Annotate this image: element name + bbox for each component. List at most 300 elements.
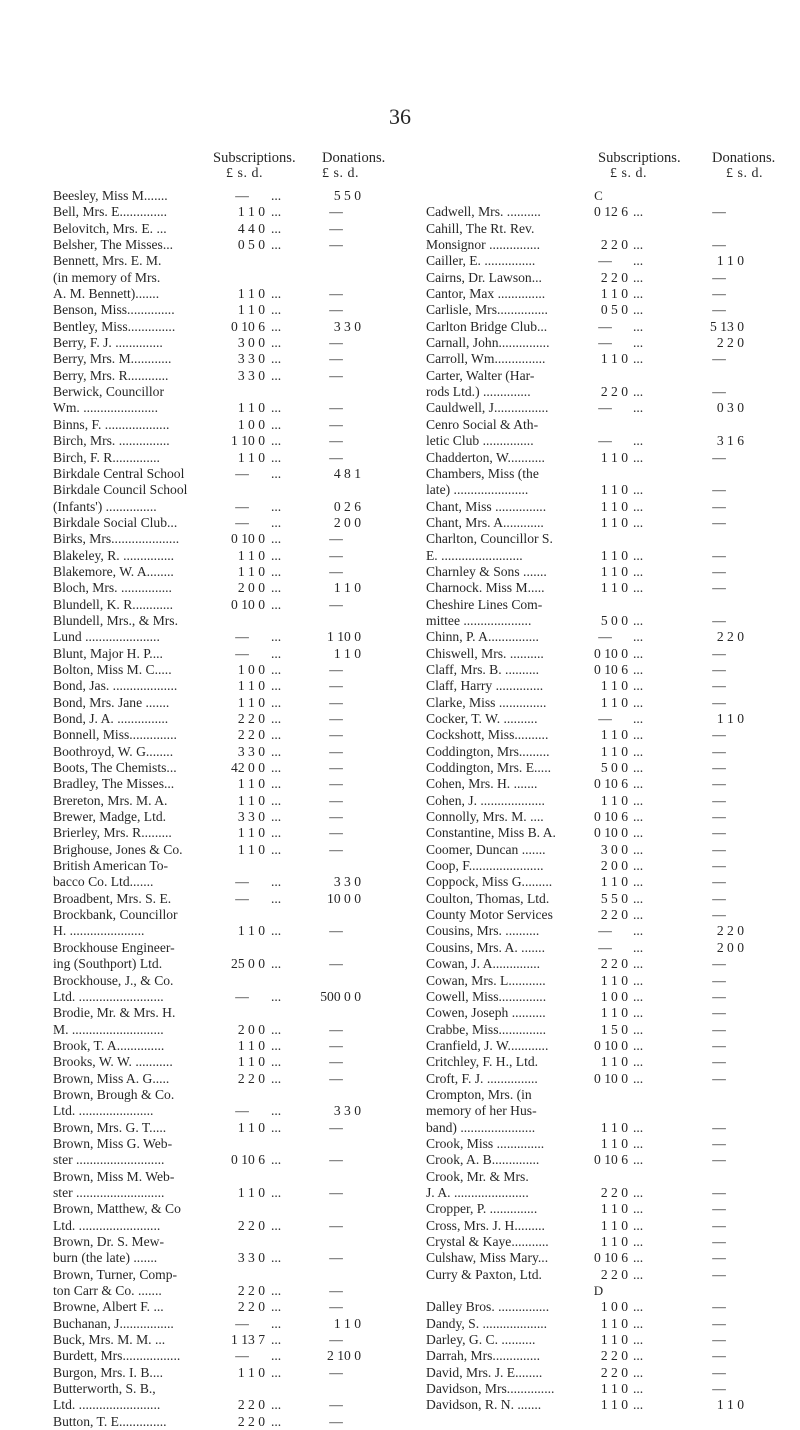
donation-amount: 1 1 0 <box>333 1315 361 1331</box>
subscription-amount: 1 1 0 <box>237 400 265 416</box>
subscription-amount: — <box>598 253 612 269</box>
leader-dots: ... <box>271 1250 282 1266</box>
subscription-amount: — <box>235 188 249 203</box>
donation-amount: — <box>329 1332 343 1348</box>
donation-amount: 1 1 0 <box>333 645 361 661</box>
ledger-row <box>426 368 771 384</box>
subscription-amount: 0 5 0 <box>237 237 265 253</box>
donor-name: A. M. Bennett)....... <box>53 286 160 302</box>
ledger-row <box>53 499 398 515</box>
donation-amount: — <box>329 1119 343 1135</box>
donation-amount: — <box>329 1413 343 1429</box>
ledger-row <box>53 989 398 1005</box>
leader-dots: ... <box>633 956 644 972</box>
leader-dots: ... <box>271 1070 282 1086</box>
ledger-row <box>53 1087 398 1103</box>
ledger-row <box>426 1103 771 1119</box>
leader-dots: ... <box>271 188 282 203</box>
subscription-amount: — <box>235 629 249 645</box>
donor-name: County Motor Services <box>426 907 553 923</box>
donor-name: Belovitch, Mrs. E. ... <box>53 220 167 236</box>
subscription-amount: — <box>235 514 249 530</box>
ledger-row <box>426 433 771 449</box>
donation-amount: — <box>329 433 343 449</box>
subscription-amount: 1 1 0 <box>600 678 628 694</box>
subscription-amount: 1 1 0 <box>237 792 265 808</box>
donor-name: Cohen, Mrs. H. ....... <box>426 776 538 792</box>
subscription-amount: 1 1 0 <box>237 923 265 939</box>
donor-name: Carter, Walter (Har- <box>426 367 535 383</box>
donor-name: Berry, F. J. .............. <box>53 335 163 351</box>
leader-dots: ... <box>633 269 644 285</box>
subscription-amount: — <box>598 923 612 939</box>
donation-amount: — <box>712 449 726 465</box>
donation-amount: 3 1 6 <box>716 433 744 449</box>
donor-name: Brockhouse Engineer- <box>53 939 175 955</box>
donation-amount: — <box>329 220 343 236</box>
ledger-row <box>426 286 771 302</box>
subscription-amount: 1 1 0 <box>600 563 628 579</box>
donation-amount: — <box>712 498 726 514</box>
donor-name: Croft, F. J. ............... <box>426 1070 538 1086</box>
leader-dots: ... <box>633 972 644 988</box>
ledger-row <box>426 711 771 727</box>
subscription-amount: 1 1 0 <box>600 514 628 530</box>
donor-name: Bonnell, Miss.............. <box>53 727 177 743</box>
donation-amount: — <box>712 776 726 792</box>
ledger-row <box>426 989 771 1005</box>
donor-name: memory of her Hus- <box>426 1103 537 1119</box>
donor-name: Ltd. ........................ <box>53 1217 161 1233</box>
donation-amount: — <box>712 1332 726 1348</box>
ledger-row <box>426 1267 771 1283</box>
ledger-row <box>53 1022 398 1038</box>
leader-dots: ... <box>633 711 644 726</box>
subscription-amount: 1 5 0 <box>600 1021 628 1037</box>
donation-amount: — <box>329 1152 343 1168</box>
ledger-row <box>53 940 398 956</box>
leader-dots: ... <box>271 449 282 465</box>
donor-name: (Infants') ............... <box>53 498 157 514</box>
donor-name: Cousins, Mrs. .......... <box>426 923 540 939</box>
leader-dots: ... <box>271 629 282 645</box>
donor-name: Brereton, Mrs. M. A. <box>53 792 168 808</box>
donation-amount: — <box>712 237 726 253</box>
donor-name: Claff, Mrs. B. .......... <box>426 661 540 677</box>
donation-amount: 3 3 0 <box>333 318 361 334</box>
ledger-row <box>53 253 398 269</box>
ledger-row <box>426 842 771 858</box>
ledger-row <box>53 874 398 890</box>
donation-amount: — <box>329 547 343 563</box>
donation-amount: — <box>712 972 726 988</box>
subscription-amount: 0 10 6 <box>594 776 628 792</box>
subscription-amount: 5 5 0 <box>600 890 628 906</box>
leader-dots: ... <box>633 1332 644 1348</box>
donor-name: Chinn, P. A............... <box>426 629 539 645</box>
subscription-amount: 2 2 0 <box>600 384 628 400</box>
subscription-amount: 1 1 0 <box>600 1397 628 1413</box>
leader-dots: ... <box>633 841 644 857</box>
donor-name: Bennett, Mrs. E. M. <box>53 253 162 269</box>
subscription-amount: — <box>235 988 249 1004</box>
donor-name: Bond, J. A. ............... <box>53 711 169 726</box>
donation-amount: 2 0 0 <box>716 939 744 955</box>
donation-amount: — <box>329 351 343 367</box>
ledger-row <box>426 1397 771 1413</box>
donor-name: Birkdale Central School <box>53 465 185 481</box>
leader-dots: ... <box>633 1381 644 1397</box>
donor-name: Burgon, Mrs. I. B.... <box>53 1364 164 1380</box>
leader-dots: ... <box>271 678 282 694</box>
ledger-row <box>53 1414 398 1430</box>
leader-dots: ... <box>633 727 644 743</box>
ledger-row <box>426 809 771 825</box>
ledger-row <box>426 1038 771 1054</box>
donor-name: Brewer, Madge, Ltd. <box>53 809 167 825</box>
leader-dots: ... <box>271 661 282 677</box>
leader-dots: ... <box>633 482 644 498</box>
subscription-amount: 2 2 0 <box>237 1070 265 1086</box>
ledger-row <box>53 466 398 482</box>
donor-name: Cowen, Joseph .......... <box>426 1005 546 1021</box>
leader-dots: ... <box>633 237 644 253</box>
ledger-row <box>426 253 771 269</box>
leader-dots: ... <box>633 1315 644 1331</box>
leader-dots: ... <box>633 1364 644 1380</box>
donor-name: Belsher, The Misses... <box>53 237 174 253</box>
donor-name: Boothroyd, W. G........ <box>53 743 174 759</box>
leader-dots: ... <box>271 1397 282 1413</box>
donation-amount: — <box>329 1217 343 1233</box>
subscription-amount: 1 1 0 <box>600 351 628 367</box>
donation-amount: — <box>712 1201 726 1217</box>
section-heading-row <box>426 188 771 204</box>
subscription-amount: 1 1 0 <box>600 792 628 808</box>
donation-amount: — <box>329 776 343 792</box>
subscription-amount: 2 2 0 <box>237 711 265 726</box>
leader-dots: ... <box>271 956 282 972</box>
donation-amount: — <box>329 1397 343 1413</box>
leader-dots: ... <box>633 547 644 563</box>
donor-name: Connolly, Mrs. M. .... <box>426 809 544 825</box>
subscription-amount: 0 10 6 <box>594 809 628 825</box>
section-heading-row <box>426 1283 771 1299</box>
ledger-row <box>53 1283 398 1299</box>
donor-name: Birkdale Council School <box>53 482 188 498</box>
donor-name: Berry, Mrs. M............ <box>53 351 172 367</box>
leader-dots: ... <box>271 792 282 808</box>
donation-amount: 10 0 0 <box>327 890 361 906</box>
donor-name: Brighouse, Jones & Co. <box>53 841 183 857</box>
ledger-row <box>426 1348 771 1364</box>
ledger-row <box>426 940 771 956</box>
subscription-amount: 1 1 0 <box>600 1217 628 1233</box>
subscription-amount: 1 1 0 <box>600 1005 628 1021</box>
ledger-row <box>426 695 771 711</box>
ledger-row <box>426 1054 771 1070</box>
subscription-amount: 2 2 0 <box>237 1217 265 1233</box>
leader-dots: ... <box>271 514 282 530</box>
leader-dots: ... <box>271 923 282 939</box>
donor-name: Cropper, P. .............. <box>426 1201 538 1217</box>
leader-dots: ... <box>633 433 644 449</box>
donation-amount: — <box>329 367 343 383</box>
subscription-amount: 1 1 0 <box>600 1381 628 1397</box>
ledger-row <box>426 874 771 890</box>
subscription-amount: 1 1 0 <box>237 286 265 302</box>
subscription-amount: 1 1 0 <box>600 874 628 890</box>
subscription-amount: 1 1 0 <box>600 1119 628 1135</box>
ledger-row <box>53 695 398 711</box>
leader-dots: ... <box>271 1119 282 1135</box>
leader-dots: ... <box>271 711 282 726</box>
right-donations-header: Donations. <box>712 150 776 166</box>
donor-name: Bond, Mrs. Jane ....... <box>53 694 170 710</box>
donor-name: (in memory of Mrs. <box>53 269 161 285</box>
subscription-amount: 3 0 0 <box>237 335 265 351</box>
subscription-amount: 1 1 0 <box>600 1234 628 1249</box>
subscription-amount: 1 1 0 <box>600 1054 628 1070</box>
ledger-row <box>53 548 398 564</box>
subscription-amount: 1 1 0 <box>237 825 265 841</box>
subscription-amount: — <box>598 711 612 726</box>
donor-name: Ltd. ...................... <box>53 1103 154 1119</box>
donation-amount: 1 1 0 <box>716 1397 744 1413</box>
donation-amount: — <box>712 286 726 302</box>
donation-amount: — <box>329 1021 343 1037</box>
subscription-amount: 2 0 0 <box>237 1021 265 1037</box>
donor-name: Beesley, Miss M....... <box>53 188 168 203</box>
ledger-row <box>426 678 771 694</box>
subscription-amount: — <box>598 939 612 955</box>
donor-name: Cahill, The Rt. Rev. <box>426 220 535 236</box>
donation-amount: — <box>712 563 726 579</box>
ledger-row <box>426 973 771 989</box>
donor-name: Cadwell, Mrs. .......... <box>426 204 541 220</box>
ledger-row <box>53 1152 398 1168</box>
donor-name: Bradley, The Misses... <box>53 776 175 792</box>
donor-name: Berwick, Councillor <box>53 384 164 400</box>
donor-name: Birch, F. R.............. <box>53 449 160 465</box>
leader-dots: ... <box>633 302 644 318</box>
leader-dots: ... <box>271 302 282 318</box>
subscription-amount: 1 1 0 <box>600 498 628 514</box>
ledger-row <box>53 302 398 318</box>
leader-dots: ... <box>633 988 644 1004</box>
donation-amount: — <box>712 743 726 759</box>
ledger-row <box>426 499 771 515</box>
ledger-row <box>53 1169 398 1185</box>
subscription-amount: — <box>598 318 612 334</box>
donor-name: Curry & Paxton, Ltd. <box>426 1266 542 1282</box>
subscription-amount: 3 0 0 <box>600 841 628 857</box>
ledger-row <box>53 564 398 580</box>
donation-amount: — <box>712 351 726 367</box>
leader-dots: ... <box>633 1201 644 1217</box>
subscription-amount: — <box>235 1315 249 1331</box>
ledger-row <box>53 1136 398 1152</box>
donation-amount: — <box>712 204 726 220</box>
donation-amount: 1 1 0 <box>716 711 744 726</box>
ledger-row <box>53 907 398 923</box>
donor-name: Cocker, T. W. .......... <box>426 711 538 726</box>
ledger-row <box>426 1005 771 1021</box>
donation-amount: — <box>712 988 726 1004</box>
ledger-row <box>53 286 398 302</box>
donor-name: band) ...................... <box>426 1119 536 1135</box>
subscription-amount: 1 1 0 <box>237 563 265 579</box>
leader-dots: ... <box>271 204 282 220</box>
leader-dots: ... <box>271 1364 282 1380</box>
subscription-amount: — <box>235 874 249 890</box>
subscription-amount: — <box>235 645 249 661</box>
ledger-row <box>53 1234 398 1250</box>
leader-dots: ... <box>271 498 282 514</box>
donation-amount: — <box>329 1299 343 1315</box>
ledger-row <box>53 1381 398 1397</box>
leader-dots: ... <box>633 760 644 776</box>
donation-amount: — <box>329 1250 343 1266</box>
subscription-amount: 1 1 0 <box>237 204 265 220</box>
ledger-row <box>53 433 398 449</box>
leader-dots: ... <box>633 1266 644 1282</box>
ledger-row <box>426 564 771 580</box>
donor-name: Cockshott, Miss.......... <box>426 727 549 743</box>
ledger-row <box>426 1316 771 1332</box>
ledger-row <box>426 221 771 237</box>
donor-name: Boots, The Chemists... <box>53 760 177 776</box>
ledger-row <box>426 597 771 613</box>
leader-dots: ... <box>271 580 282 596</box>
donor-name: Bentley, Miss.............. <box>53 318 176 334</box>
ledger-row <box>426 793 771 809</box>
donation-amount: — <box>712 727 726 743</box>
leader-dots: ... <box>633 792 644 808</box>
leader-dots: ... <box>633 874 644 890</box>
donor-name: Brown, Miss M. Web- <box>53 1168 175 1184</box>
donation-amount: — <box>712 302 726 318</box>
ledger-row <box>53 711 398 727</box>
ledger-row <box>53 923 398 939</box>
ledger-row <box>53 335 398 351</box>
leader-dots: ... <box>271 743 282 759</box>
donation-amount: — <box>329 825 343 841</box>
donor-name: Brown, Miss G. Web- <box>53 1135 173 1151</box>
ledger-row <box>53 1365 398 1381</box>
subscription-amount: 2 0 0 <box>600 858 628 874</box>
subscription-amount: 25 0 0 <box>231 956 265 972</box>
ledger-row <box>426 237 771 253</box>
subscription-amount: 2 2 0 <box>237 1413 265 1429</box>
ledger-row <box>426 1185 771 1201</box>
leader-dots: ... <box>271 547 282 563</box>
donor-name: Ltd. ......................... <box>53 988 164 1004</box>
donation-amount: — <box>329 1184 343 1200</box>
subscription-amount: 0 10 0 <box>594 1037 628 1053</box>
donor-name: Crystal & Kaye........... <box>426 1234 549 1249</box>
subscription-amount: 2 2 0 <box>600 956 628 972</box>
donation-amount: — <box>712 1266 726 1282</box>
donor-name: Cowan, J. A.............. <box>426 956 541 972</box>
subscription-amount: 3 3 0 <box>237 809 265 825</box>
donor-name: Lund ...................... <box>53 629 160 645</box>
section-heading: D <box>593 1283 604 1299</box>
leader-dots: ... <box>271 220 282 236</box>
donation-amount: — <box>712 580 726 596</box>
donor-name: Crook, Miss .............. <box>426 1135 545 1151</box>
subscription-amount: — <box>598 629 612 645</box>
subscription-amount: 0 10 0 <box>231 531 265 547</box>
leader-dots: ... <box>633 563 644 579</box>
donation-amount: — <box>712 678 726 694</box>
donation-amount: — <box>329 694 343 710</box>
donor-name: Blundell, Mrs., & Mrs. <box>53 612 178 628</box>
subscription-amount: 4 4 0 <box>237 220 265 236</box>
left-subscriptions-header: Subscriptions. <box>213 150 296 166</box>
leader-dots: ... <box>271 841 282 857</box>
leader-dots: ... <box>633 1184 644 1200</box>
donation-amount: 1 1 0 <box>716 253 744 269</box>
subscription-amount: 1 1 0 <box>237 776 265 792</box>
ledger-row <box>53 1185 398 1201</box>
leader-dots: ... <box>271 809 282 825</box>
subscription-amount: 1 0 0 <box>237 661 265 677</box>
ledger-row <box>426 204 771 220</box>
subscription-amount: 1 1 0 <box>237 1054 265 1070</box>
left-donations-units: £ s. d. <box>322 166 359 181</box>
ledger-row <box>53 744 398 760</box>
subscription-amount: 0 10 0 <box>594 825 628 841</box>
donor-name: Constantine, Miss B. A. <box>426 825 556 841</box>
donor-name: Crabbe, Miss.............. <box>426 1021 547 1037</box>
ledger-row <box>426 1250 771 1266</box>
leader-dots: ... <box>633 1234 644 1249</box>
ledger-row <box>426 760 771 776</box>
subscription-amount: 1 1 0 <box>600 547 628 563</box>
ledger-row <box>53 809 398 825</box>
subscription-amount: 1 0 0 <box>600 1299 628 1315</box>
leader-dots: ... <box>633 1037 644 1053</box>
ledger-row <box>426 1234 771 1250</box>
ledger-row <box>53 727 398 743</box>
subscription-amount: 1 1 0 <box>237 678 265 694</box>
ledger-row <box>53 482 398 498</box>
leader-dots: ... <box>271 874 282 890</box>
ledger-row <box>426 319 771 335</box>
donor-name: Cauldwell, J................ <box>426 400 549 416</box>
donor-name: Brown, Brough & Co. <box>53 1086 175 1102</box>
donation-amount: — <box>712 1119 726 1135</box>
donor-name: Blundell, K. R............ <box>53 596 174 612</box>
donation-amount: — <box>329 711 343 726</box>
page-number: 36 <box>389 104 411 129</box>
donor-name: J. A. ...................... <box>426 1184 529 1200</box>
leader-dots: ... <box>271 825 282 841</box>
donation-amount: — <box>329 1070 343 1086</box>
subscription-amount: 2 2 0 <box>600 1348 628 1364</box>
ledger-row <box>426 891 771 907</box>
ledger-row <box>53 1316 398 1332</box>
donor-name: Bolton, Miss M. C..... <box>53 661 172 677</box>
ledger-row <box>53 450 398 466</box>
donation-amount: — <box>712 1381 726 1397</box>
subscription-amount: — <box>598 335 612 351</box>
ledger-row <box>53 1348 398 1364</box>
ledger-row <box>53 597 398 613</box>
leader-dots: ... <box>633 1250 644 1266</box>
leader-dots: ... <box>271 1332 282 1348</box>
